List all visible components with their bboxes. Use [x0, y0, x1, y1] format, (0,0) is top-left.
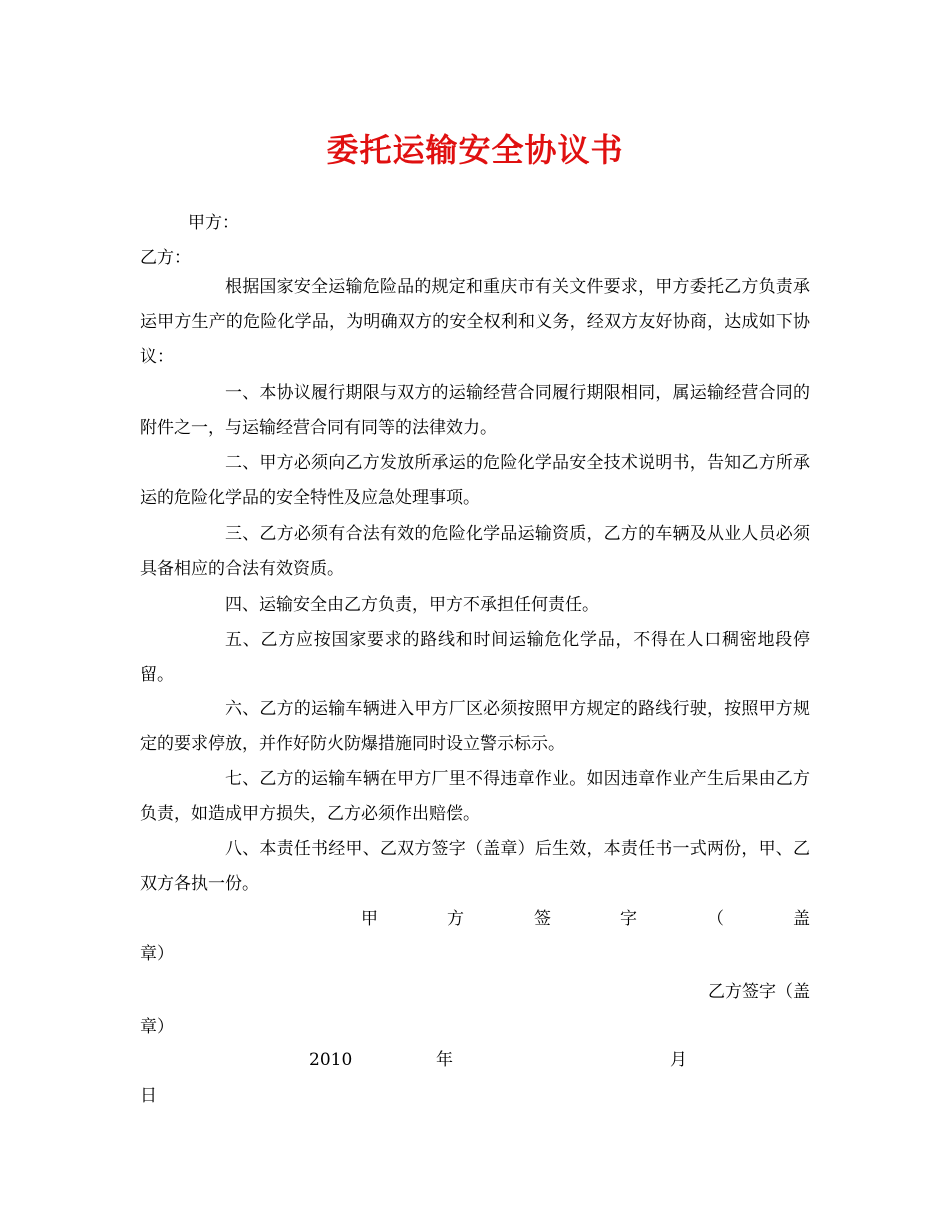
clause-2: 二、甲方必须向乙方发放所承运的危险化学品安全技术说明书，告知乙方所承运的危险化学品的安全特性及应急处理事项。 [140, 453, 810, 508]
intro-paragraph: 根据国家安全运输危险品的规定和重庆市有关文件要求，甲方委托乙方负责承运甲方生产的危险化学品，为明确双方的安全权利和义务，经双方友好协商，达成如下协议： [140, 277, 810, 367]
date-month-unit: 月 [670, 1050, 687, 1070]
clause-8: 八、本责任书经甲、乙双方签字（盖章）后生效，本责任书一式两份，甲、乙双方各执一份。 [140, 839, 810, 894]
signature-a-char: 甲 [361, 909, 378, 929]
signature-a-char: （ [707, 909, 724, 929]
clause-6: 六、乙方的运输车辆进入甲方厂区必须按照甲方规定的路线行驶，按照甲方规定的要求停放，并作好防火防爆措施同时设立警示标示。 [140, 699, 810, 754]
clause-5: 五、乙方应按国家要求的路线和时间运输危化学品，不得在人口稠密地段停留。 [140, 630, 810, 685]
date-day-unit: 日 [140, 1086, 157, 1106]
signature-b-tail: 章） [140, 1017, 174, 1037]
date-year: 2010 [309, 1050, 353, 1070]
clause-3: 三、乙方必须有合法有效的危险化学品运输资质，乙方的车辆及从业人员必须具备相应的合法有效资质。 [140, 524, 810, 579]
signature-a-char: 字 [620, 909, 637, 929]
signature-b-line: 乙方签字（盖 [708, 982, 810, 1002]
document-title: 委托运输安全协议书 [326, 131, 624, 169]
clause-7: 七、乙方的运输车辆在甲方厂里不得违章作业。如因违章作业产生后果由乙方负责，如造成甲方损失，乙方必须作出赔偿。 [140, 769, 810, 824]
signature-a-char: 盖 [793, 909, 810, 929]
clause-4: 四、运输安全由乙方负责，甲方不承担任何责任。 [225, 595, 599, 615]
signature-a-char: 签 [534, 909, 551, 929]
clause-1: 一、本协议履行期限与双方的运输经营合同履行期限相同，属运输经营合同的附件之一，与运输经营合同有同等的法律效力。 [140, 383, 810, 438]
signature-a-char: 方 [447, 909, 464, 929]
party-a-label: 甲方： [188, 213, 239, 233]
signature-a-tail: 章） [140, 944, 174, 964]
party-b-label: 乙方： [140, 248, 191, 268]
date-year-unit: 年 [436, 1050, 453, 1070]
